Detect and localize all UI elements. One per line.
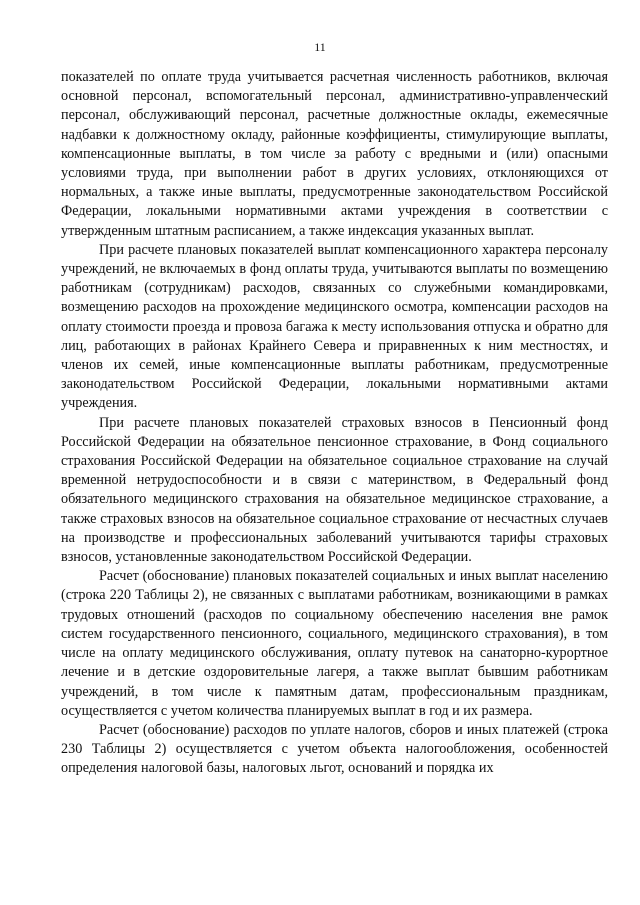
paragraph-2: При расчете плановых показателей выплат компенсационного характера персоналу учреждений, не включаемых в фонд оплаты труда, учитываются выплаты по возмещению работникам (сотрудникам) расходов, связанных со служебными командировками, возмещению расходов на прохождение медицинского осмотра, компенсации расходов на оплату стоимости проезда и провоза багажа к месту использования отпуска и обратно для лиц, работающих в районах Крайнего Севера и приравненных к ним местностях, и членов их семей, иные компенсационные выплаты работникам, предусмотренные законодательством Российской Федерации, локальными нормативными актами учреждения. <box>61 241 608 412</box>
page-number: 11 <box>314 40 326 54</box>
document-body <box>61 68 608 779</box>
paragraph-5: Расчет (обоснование) расходов по уплате налогов, сборов и иных платежей (строка 230 Таблицы 2) осуществляется с учетом объекта налогообложения, особенностей определения налоговой базы, налоговых льгот, оснований и порядка их <box>61 721 608 777</box>
paragraph-1: показателей по оплате труда учитывается расчетная численность работников, включая основной персонал, вспомогательный персонал, административно-управленческий персонал, обслуживающий персонал, расчетные должностные оклады, ежемесячные надбавки к должностному окладу, районные коэффициенты, стимулирующие выплаты, компенсационные выплаты, в том числе за работу с вредными и (или) опасными условиями труда, при выполнении работ в других условиях, отклоняющихся от нормальных, а также иные выплаты, предусмотренные законодательством Российской Федерации, локальными нормативными актами учреждения в соответствии с утвержденным штатным расписанием, а также индексация указанных выплат. <box>61 69 608 239</box>
paragraph-4: Расчет (обоснование) плановых показателей социальных и иных выплат населению (строка 220 Таблицы 2), не связанных с выплатами работникам, возникающими в рамках трудовых отношений (расходов по социальному обеспечению населения вне рамок систем государственного пенсионного, социального, медицинского страхования), в том числе на оплату медицинского обслуживания, оплату путевок на санаторно-курортное лечение и в детские оздоровительные лагеря, а также выплат бывшим работникам учреждений, в том числе к памятным датам, профессиональным праздникам, осуществляется с учетом количества планируемых выплат в год и их размера. <box>61 568 608 719</box>
paragraph-3: При расчете плановых показателей страховых взносов в Пенсионный фонд Российской Федерации на обязательное пенсионное страхование, в Фонд социального страхования Российской Федерации на обязательное социальное страхование на случай временной нетрудоспособности и в связи с материнством, в Федеральный фонд обязательного медицинского страхования на обязательное медицинское страхование, а также страховых взносов на обязательное социальное страхование от несчастных случаев на производстве и профессиональных заболеваний учитываются тарифы страховых взносов, установленные законодательством Российской Федерации. <box>61 414 608 566</box>
